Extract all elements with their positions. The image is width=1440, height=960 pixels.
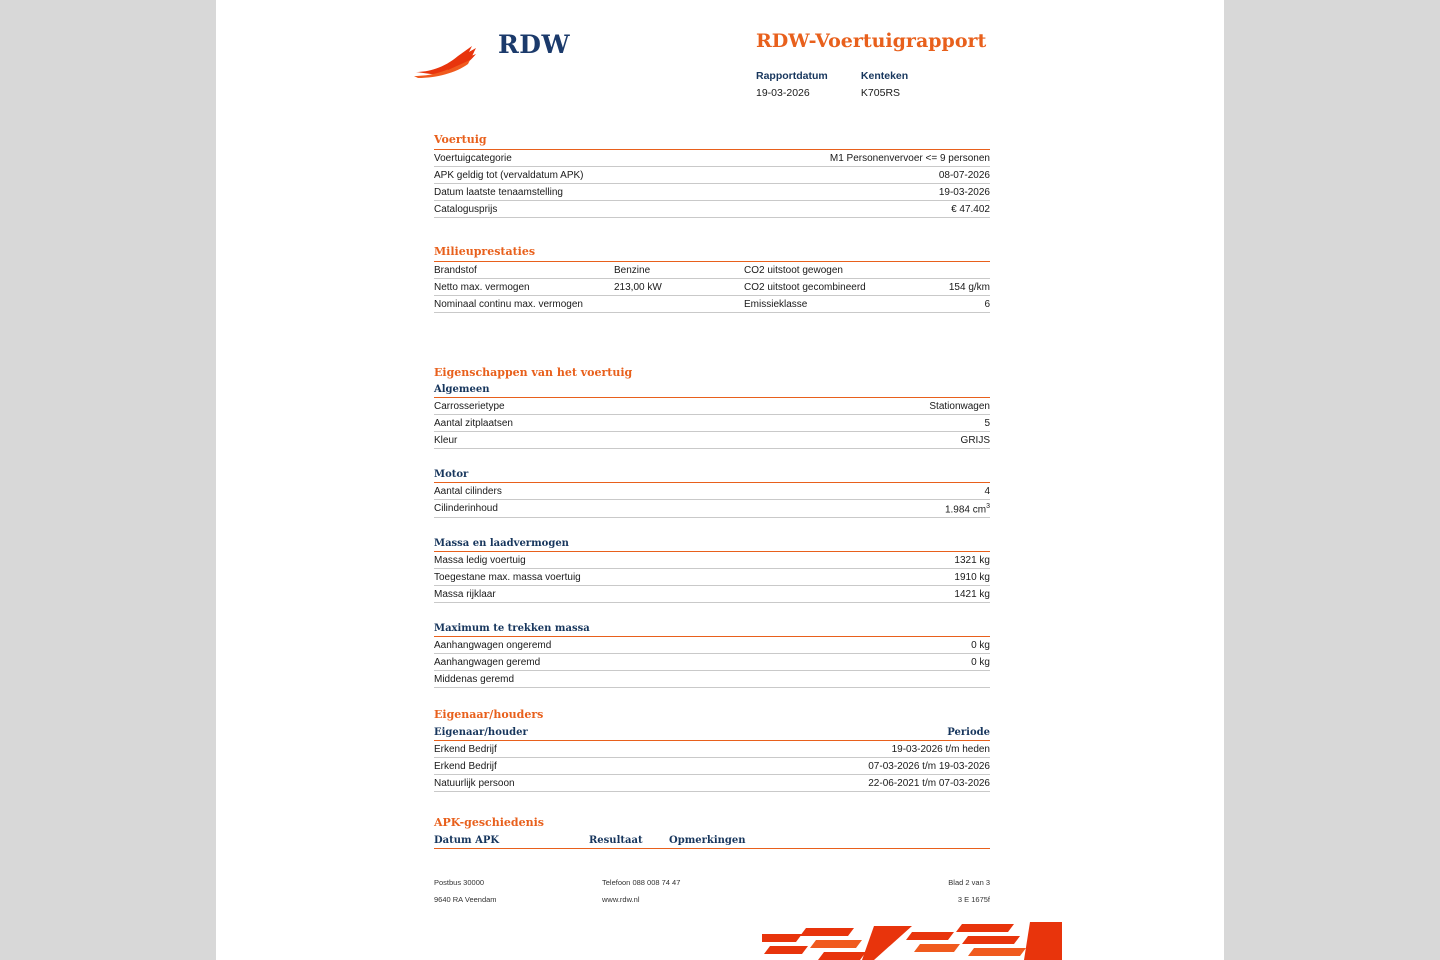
table-row <box>434 398 990 415</box>
report-meta <box>756 70 1156 99</box>
row-value <box>768 500 990 518</box>
row-value: 1321 kg <box>881 552 990 569</box>
table-row <box>434 552 990 569</box>
row-label: Aanhangwagen ongeremd <box>434 637 913 654</box>
table-row <box>434 150 990 167</box>
row-label: Erkend Bedrijf <box>434 741 676 758</box>
report-date-block <box>756 70 858 99</box>
row-label-left: Netto max. vermogen <box>434 279 614 296</box>
footer-website: www.rdw.nl <box>602 895 640 904</box>
row-value: GRIJS <box>749 432 990 449</box>
row-label: Aantal zitplaatsen <box>434 415 749 432</box>
row-label: APK geldig tot (vervaldatum APK) <box>434 167 703 184</box>
row-value: 0 kg <box>913 637 990 654</box>
row-value: € 47.402 <box>703 201 991 218</box>
row-label: Carrosserietype <box>434 398 749 415</box>
row-value: 5 <box>749 415 990 432</box>
row-label-right: CO2 uitstoot gecombineerd <box>734 279 904 296</box>
row-label-right: Emissieklasse <box>734 296 904 313</box>
unit-superscript: 3 <box>986 503 990 510</box>
footer-line-2 <box>434 895 990 912</box>
row-value <box>913 671 990 688</box>
table-row <box>434 637 990 654</box>
column-header-opmerkingen: Opmerkingen <box>669 832 990 849</box>
row-label-left: Brandstof <box>434 262 614 279</box>
row-value: 19-03-2026 <box>703 184 991 201</box>
row-value-right: 154 g/km <box>904 279 990 296</box>
table-row <box>434 279 990 296</box>
row-value-text: 1.984 cm <box>944 504 987 516</box>
row-value: 4 <box>768 483 990 500</box>
footer-line-1 <box>434 878 990 895</box>
motor-table <box>434 482 990 518</box>
row-label: Aantal cilinders <box>434 483 768 500</box>
row-label: Massa ledig voertuig <box>434 552 881 569</box>
massa-table <box>434 551 990 603</box>
table-row <box>434 569 990 586</box>
row-value-right <box>904 262 990 279</box>
table-row <box>434 262 990 279</box>
document-page <box>216 0 1224 960</box>
row-value: 0 kg <box>913 654 990 671</box>
section-voertuig-title: Voertuig <box>434 133 487 146</box>
section-apk <box>434 816 990 849</box>
subsection-algemeen-title: Algemeen <box>434 384 490 395</box>
table-row <box>434 775 990 792</box>
section-milieuprestaties-title: Milieuprestaties <box>434 245 536 258</box>
table-row <box>434 586 990 603</box>
row-label: Voertuigcategorie <box>434 150 703 167</box>
table-row <box>434 654 990 671</box>
footer-address-line1: Postbus 30000 <box>434 878 485 887</box>
rdw-logo-text: RDW <box>498 30 571 59</box>
table-row <box>434 741 990 758</box>
trekken-table <box>434 636 990 688</box>
table-row <box>434 184 990 201</box>
footer-form-code: 3 E 1675f <box>957 895 990 904</box>
subsection-motor-title: Motor <box>434 469 469 480</box>
plate-label: Kenteken <box>860 70 909 82</box>
row-value: 08-07-2026 <box>703 167 991 184</box>
table-row <box>434 500 990 518</box>
row-label: Kleur <box>434 432 749 449</box>
row-label: Cilinderinhoud <box>434 500 768 518</box>
row-value-left: Benzine <box>614 262 734 279</box>
row-value-right: 6 <box>904 296 990 313</box>
table-row <box>434 671 990 688</box>
page-footer <box>434 878 990 912</box>
eigenaar-table <box>434 724 990 792</box>
row-label: Massa rijklaar <box>434 586 881 603</box>
row-label-left: Nominaal continu max. vermogen <box>434 296 614 313</box>
row-label: Natuurlijk persoon <box>434 775 676 792</box>
section-apk-title: APK-geschiedenis <box>434 816 544 829</box>
row-value: Stationwagen <box>749 398 990 415</box>
plate-value: K705RS <box>860 87 901 99</box>
row-label: Erkend Bedrijf <box>434 758 676 775</box>
rdw-logo-icon <box>414 42 486 78</box>
apk-table <box>434 832 990 849</box>
row-value: 19-03-2026 t/m heden <box>676 741 990 758</box>
row-label-right: CO2 uitstoot gewogen <box>734 262 904 279</box>
row-label: Middenas geremd <box>434 671 913 688</box>
row-value: M1 Personenvervoer <= 9 personen <box>703 150 991 167</box>
plate-block <box>861 70 908 99</box>
footer-address-line2: 9640 RA Veendam <box>434 895 497 904</box>
row-label: Toegestane max. massa voertuig <box>434 569 881 586</box>
section-milieuprestaties <box>434 245 990 313</box>
row-label: Datum laatste tenaamstelling <box>434 184 703 201</box>
row-value: 07-03-2026 t/m 19-03-2026 <box>676 758 990 775</box>
section-eigenaar-title: Eigenaar/houders <box>434 708 544 721</box>
footer-phone: Telefoon 088 008 74 47 <box>602 878 681 887</box>
report-date-value: 19-03-2026 <box>756 87 810 99</box>
section-eigenaar <box>434 708 990 792</box>
row-value: 1421 kg <box>881 586 990 603</box>
rdw-logo <box>414 26 634 82</box>
section-eigenschappen-title: Eigenschappen van het voertuig <box>434 366 633 379</box>
algemeen-table <box>434 397 990 449</box>
row-label: Catalogusprijs <box>434 201 703 218</box>
table-row <box>434 432 990 449</box>
section-voertuig <box>434 133 990 218</box>
column-header-resultaat: Resultaat <box>589 832 669 849</box>
column-header-datum: Datum APK <box>434 832 589 849</box>
subsection-massa-title: Massa en laadvermogen <box>434 538 569 550</box>
table-row <box>434 167 990 184</box>
footer-page-number: Blad 2 van 3 <box>948 878 990 887</box>
column-header-periode: Periode <box>676 724 990 741</box>
row-value: 1910 kg <box>881 569 990 586</box>
section-eigenschappen <box>434 366 990 688</box>
row-value: 22-06-2021 t/m 07-03-2026 <box>676 775 990 792</box>
table-row <box>434 758 990 775</box>
table-row <box>434 201 990 218</box>
column-header-eigenaar: Eigenaar/houder <box>434 724 676 741</box>
row-value-left <box>614 296 734 313</box>
milieuprestaties-table <box>434 261 990 313</box>
table-row <box>434 415 990 432</box>
report-date-label: Rapportdatum <box>756 70 828 82</box>
table-row <box>434 296 990 313</box>
row-label: Aanhangwagen geremd <box>434 654 913 671</box>
footer-decoration-icon <box>762 922 1062 960</box>
row-value-left: 213,00 kW <box>614 279 734 296</box>
report-title: RDW-Voertuigrapport <box>756 30 987 52</box>
table-header-row <box>434 832 990 849</box>
voertuig-table <box>434 149 990 218</box>
subsection-trekken-title: Maximum te trekken massa <box>434 623 590 635</box>
table-row <box>434 483 990 500</box>
table-header-row <box>434 724 990 741</box>
